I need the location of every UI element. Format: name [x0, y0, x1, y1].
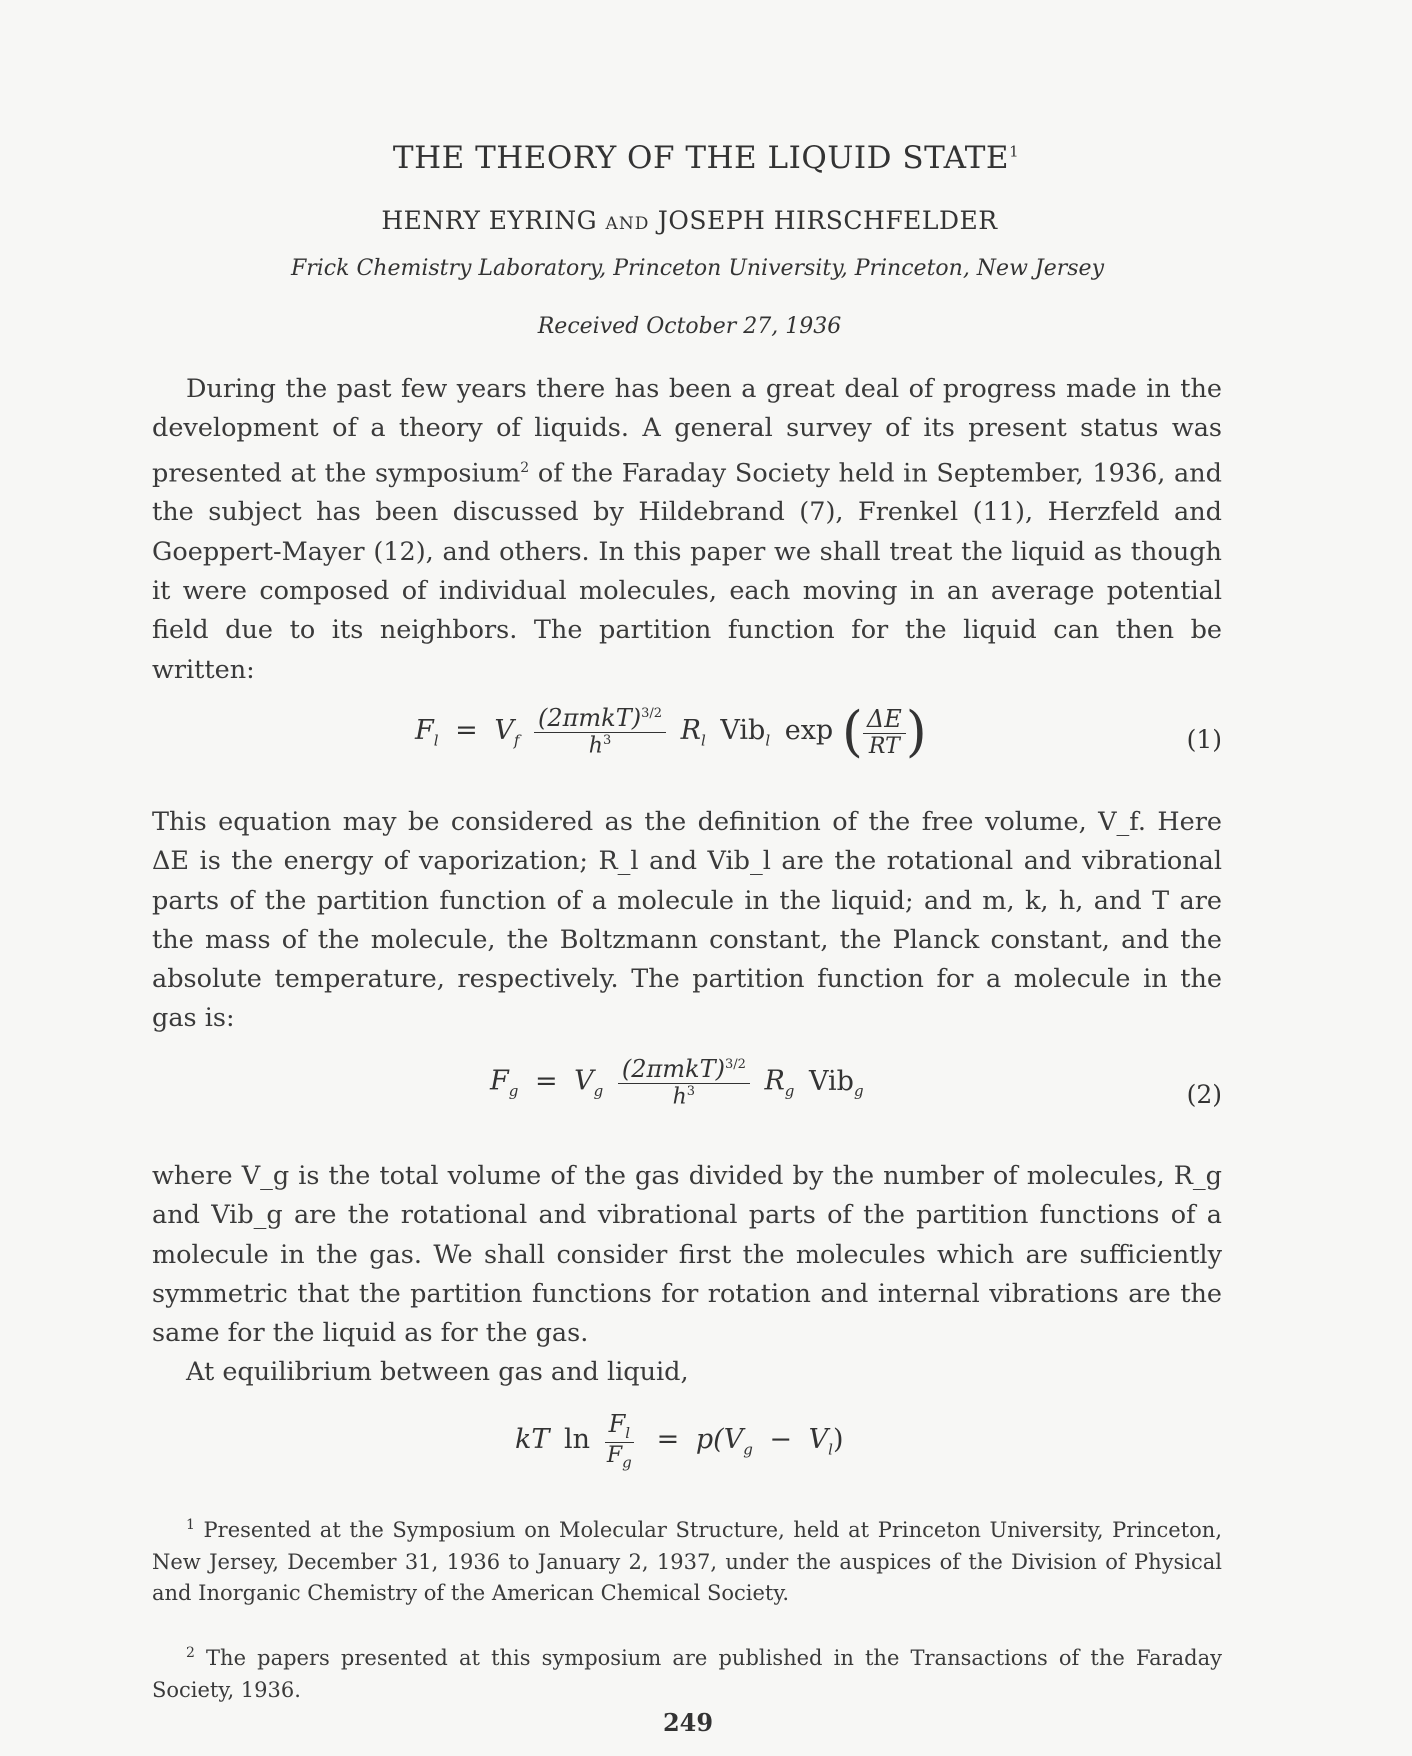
eq3-rhs2: V — [808, 1424, 829, 1456]
authors — [0, 206, 1379, 235]
paragraph-4 — [152, 1353, 1222, 1392]
eq2-v-sub: g — [593, 1082, 604, 1101]
page-number: 249 — [662, 1708, 714, 1737]
paragraph-1-text-a: During the past few years there has been a great deal of progress made in the development of a theory of liquids. A general survey of its present status was presented at the symposium — [152, 374, 1222, 489]
eq2-vib-sub: g — [853, 1082, 864, 1101]
equation-1 — [415, 700, 927, 763]
author-1: HENRY EYRING — [381, 206, 598, 235]
eq1-right-paren: ) — [905, 700, 927, 763]
eq1-left-paren: ( — [841, 700, 863, 763]
eq2-lhs: F — [490, 1065, 509, 1097]
equation-2 — [490, 1055, 864, 1109]
eq3-equals: = — [656, 1424, 680, 1456]
equation-1-number: (1) — [1186, 725, 1222, 754]
eq1-exp-den: RT — [868, 733, 900, 759]
footnote-2 — [152, 1638, 1222, 1706]
paragraph-1-footnote-ref: 2 — [520, 459, 530, 476]
eq3-ln: ln — [563, 1424, 590, 1456]
eq2-r-sub: g — [784, 1082, 795, 1101]
eq2-frac-den-exp: 3 — [686, 1084, 696, 1099]
paragraph-4-text: At equilibrium between gas and liquid, — [186, 1357, 689, 1387]
eq1-vib-sub: l — [765, 731, 771, 750]
paragraph-2: This equation may be considered as the definition of the free volume, V_f. Here ΔE is the energy of vaporization; R_l and Vib_l are the rotational and vibrational parts of the partition function of a molecule in the liquid; and m, k, h, and T are the mass of the molecule, the Boltzmann constant, the Planck constant, and the absolute temperature, respectively. The partition function for a molecule in the gas is: — [152, 807, 1222, 1034]
eq1-r-sub: l — [700, 731, 706, 750]
paper-title-text: THE THEORY OF THE LIQUID STATE — [392, 140, 1010, 176]
received-date: Received October 27, 1936 — [537, 314, 842, 339]
paper-title — [0, 140, 1412, 176]
eq3-rhs-sub1: g — [743, 1440, 753, 1459]
eq2-frac-num-exp: 3/2 — [724, 1057, 746, 1072]
eq2-frac-den: h — [672, 1084, 687, 1110]
paragraph-3: where V_g is the total volume of the gas divided by the number of molecules, R_g and Vib_g are the rotational and vibrational parts of the partition functions of a molecule in the gas. We shall consider first the molecules which are sufficiently symmetric that the partition functions for rotation and internal vibrations are the same for the liquid as for the gas. — [152, 1161, 1222, 1349]
eq2-fraction — [618, 1055, 750, 1109]
eq1-frac-num: (2πmkT) — [538, 704, 642, 733]
eq2-lhs-sub: g — [508, 1082, 519, 1101]
eq2-r: R — [764, 1065, 785, 1097]
eq2-equals: = — [534, 1065, 558, 1097]
eq3-kt: kT — [515, 1424, 550, 1456]
eq1-v-sub: f — [513, 731, 520, 750]
eq3-frac-den-sub: g — [622, 1453, 632, 1472]
eq3-rhs-sub2: l — [828, 1440, 833, 1459]
eq3-frac-num-sub: l — [625, 1423, 631, 1442]
eq1-lhs: F — [415, 715, 434, 746]
eq1-frac-den: h — [588, 733, 603, 759]
eq3-rhs: p(V — [695, 1424, 744, 1456]
paragraph-1 — [152, 370, 1222, 690]
eq2-frac-num: (2πmkT) — [621, 1055, 725, 1083]
affiliation: Frick Chemistry Laboratory, Princeton University, Princeton, New Jersey — [290, 256, 1104, 281]
author-2: JOSEPH HIRSCHFELDER — [657, 206, 998, 235]
eq2-v: V — [574, 1065, 594, 1097]
footnote-2-marker: 2 — [186, 1645, 195, 1661]
eq3-close-paren: ) — [832, 1424, 844, 1456]
eq1-frac-den-exp: 3 — [602, 733, 612, 749]
eq1-vib: Vib — [720, 715, 766, 746]
authors-conjunction: AND — [605, 214, 650, 234]
footnote-1-marker: 1 — [186, 1517, 195, 1533]
eq1-frac-num-exp: 3/2 — [641, 706, 663, 722]
eq3-frac-den: F — [606, 1442, 623, 1468]
footnote-1-text: Presented at the Symposium on Molecular Structure, held at Princeton University, Princeton, New Jersey, December 31, 1936 to January 2, 1937, under the auspices of the Division of Physical and Inorganic Chemistry of the American Chemical Society. — [152, 1518, 1222, 1605]
eq1-r: R — [680, 715, 701, 746]
eq3-minus: − — [769, 1424, 793, 1456]
paragraph-1-text-b: of the Faraday Society held in September, 1936, and the subject has been discussed by Hildebrand (7), Frenkel (11), Herzfeld and Goeppert-Mayer (12), and others. In this paper we shall treat the liquid as though it were composed of individual molecules, each moving in an average potential field due to its neighbors. The partition function for the liquid can then be written: — [152, 458, 1223, 685]
equation-3 — [515, 1410, 843, 1471]
title-footnote-marker: 1 — [1009, 142, 1020, 161]
equation-2-number: (2) — [1186, 1080, 1222, 1109]
eq1-fraction — [534, 704, 666, 758]
eq1-exp-fraction — [863, 705, 906, 759]
eq1-v: V — [494, 715, 514, 746]
eq2-vib: Vib — [809, 1065, 854, 1097]
eq1-lhs-sub: l — [433, 731, 439, 750]
footnote-2-text: The papers presented at this symposium are published in the Transactions of the Faraday Society, 1936. — [152, 1646, 1222, 1702]
eq1-exp-num: ΔE — [863, 705, 906, 734]
eq1-exp: exp — [784, 715, 834, 746]
eq3-fraction — [605, 1410, 634, 1471]
footnote-1 — [152, 1510, 1222, 1610]
eq1-equals: = — [455, 715, 478, 746]
eq3-frac-num: F — [608, 1410, 626, 1438]
